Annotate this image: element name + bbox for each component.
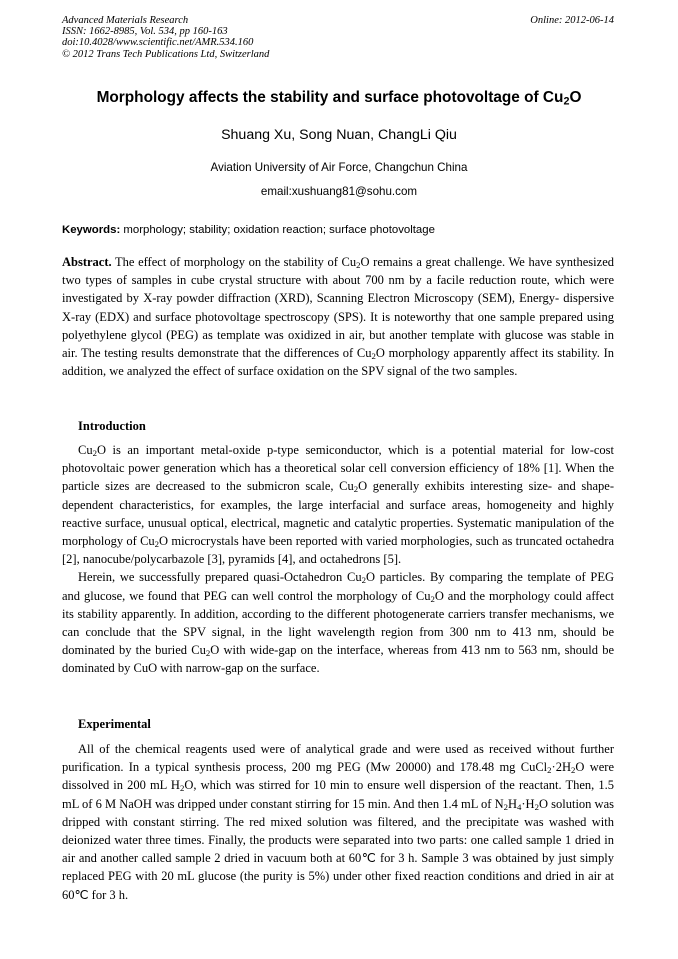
paragraph-text: O and the morphology could affect its stability apparently. In addition, according to the different photogenerate carriers transfer mechanisms, we can conclude that the SPV signal, in the light wavelength region from 300 nm to 413 nm, should be dominated by the buried Cu: [62, 588, 614, 658]
introduction-body: [62, 441, 614, 678]
abstract-text: O remains a great challenge. We have synthesized two types of samples in cube crystal structure with about 700 nm by a facile reduction route, which were investigated by X-ray powder diffraction (XRD), Scanning Electron Microscopy (SEM), Energy- dispersive X-ray (EDX) and surface photovoltage spectroscopy (SPS). It is noteworthy that one sample prepared using polyethylene glycol (PEG) as template was oxidized in air, but another template with glucose was stable in air. The testing results demonstrate that the differences of Cu: [62, 255, 614, 361]
subscript: 2: [547, 765, 552, 776]
paragraph: [62, 740, 614, 904]
subscript: 2: [361, 575, 367, 586]
paper-affiliation: Aviation University of Air Force, Changchun China: [210, 161, 468, 174]
paper-authors: Shuang Xu, Song Nuan, ChangLi Qiu: [221, 127, 457, 143]
title-text: Morphology affects the stability and surface photovoltage of Cu: [96, 89, 564, 106]
paragraph-text: O generally exhibits interesting size- and shape-dependent characteristics, for examples, the large interfacial and surface areas, homogeneity and highly reactive surface, unusual optical, electrical, magnetic and catalytic properties. Systematic manipulation of the morphology of Cu: [62, 479, 614, 549]
paragraph-text: ·2H: [551, 760, 571, 775]
title-subscript: 2: [563, 95, 570, 108]
subscript: 2: [205, 648, 211, 659]
paragraph-text: O were dissolved in 200 mL H: [62, 760, 614, 793]
section-heading-introduction: Introduction: [78, 419, 146, 433]
keywords: [62, 222, 622, 238]
journal-issn: ISSN: 1662-8985, Vol. 534, pp 160-163: [62, 26, 228, 38]
keywords-text: morphology; stability; oxidation reaction; surface photovoltage: [120, 224, 435, 236]
subscript: 2: [356, 260, 361, 271]
journal-header: [62, 15, 482, 60]
author-email: email:xushuang81@sohu.com: [260, 185, 418, 198]
paragraph-text: O particles. By comparing the template of PEG and glucose, we found that PEG can well control the morphology of Cu: [62, 570, 615, 603]
paragraph-text: All of the chemical reagents used were of analytical grade and were used as received without further purification. In a typical synthesis process, 200 mg PEG (Mw 20000) and 178.48 mg CuCl: [62, 742, 614, 775]
subscript: 2: [534, 801, 539, 812]
journal-doi: doi:10.4028/www.scientific.net/AMR.534.160: [62, 37, 254, 49]
section-heading-experimental: Experimental: [78, 717, 151, 731]
subscript: 2: [371, 351, 376, 362]
abstract: [62, 253, 614, 380]
subscript: 4: [517, 801, 522, 812]
paragraph-text: O with wide-gap on the interface, whereas from 413 nm to 563 nm, should be dominated by CuO with narrow-gap on the surface.: [62, 643, 614, 676]
paragraph-text: H: [507, 796, 518, 811]
paragraph-text: Herein, we successfully prepared quasi-Octahedron Cu: [78, 570, 362, 585]
paragraph-text: O microcrystals have been reported with varied morphologies, such as truncated octahedra [2], nanocube/polycarbazole [3], pyramids [4], and octahedrons [5].: [62, 534, 615, 567]
paragraph-text: O is an important metal-oxide p-type semiconductor, which is a potential material for low-cost photovoltaic power generation which has a theoretical solar cell conversion efficiency of 18% [1]. When the particle sizes are decreased to the submicron scale, Cu: [62, 443, 614, 494]
paragraph: [62, 441, 614, 568]
abstract-text: O morphology apparently affect its stability. In addition, we analyzed the effect of surface oxidation on the SPV signal of the two samples.: [62, 346, 614, 379]
subscript: 2: [92, 448, 97, 459]
subscript: 2: [503, 801, 508, 812]
online-date: Online: 2012-06-14: [530, 15, 614, 26]
journal-name: Advanced Materials Research: [62, 15, 189, 26]
subscript: 2: [154, 539, 160, 550]
paragraph-text: Cu: [78, 443, 93, 457]
keywords-label: Keywords:: [62, 224, 121, 236]
subscript: 2: [179, 783, 185, 794]
paragraph-text: O, which was stirred for 10 min to ensure well dispersion of the reactant. Then, 1.5 mL of 6 M NaOH was dripped under constant stirring for 15 min. And then 1.4 mL of N: [62, 778, 614, 811]
abstract-text: The effect of morphology on the stability of Cu: [111, 255, 357, 269]
experimental-body: [62, 740, 614, 904]
paragraph-text: O solution was dripped with constant stirring. The red mixed solution was filtered, and the precipitate was washed with deionized water three times. Finally, the products were separated into two parts: one called sample 1 dried in air and another called sample 2 dried in vacuum both at 60℃ for 3 h. Sample 3 was obtained by just simply replaced PEG with 20 mL glucose (the purity is 5%) under other fixed reaction conditions and dried in air at 60℃ for 3 h.: [62, 796, 614, 902]
title-suffix: O: [569, 89, 582, 106]
abstract-label: Abstract.: [62, 255, 112, 269]
paper-title: [40, 88, 638, 108]
paragraph: [62, 568, 614, 677]
subscript: 2: [353, 484, 359, 495]
journal-copyright: © 2012 Trans Tech Publications Ltd, Switzerland: [62, 48, 270, 60]
subscript: 2: [430, 593, 435, 604]
subscript: 2: [570, 765, 576, 776]
paragraph-text: ·H: [521, 796, 535, 811]
